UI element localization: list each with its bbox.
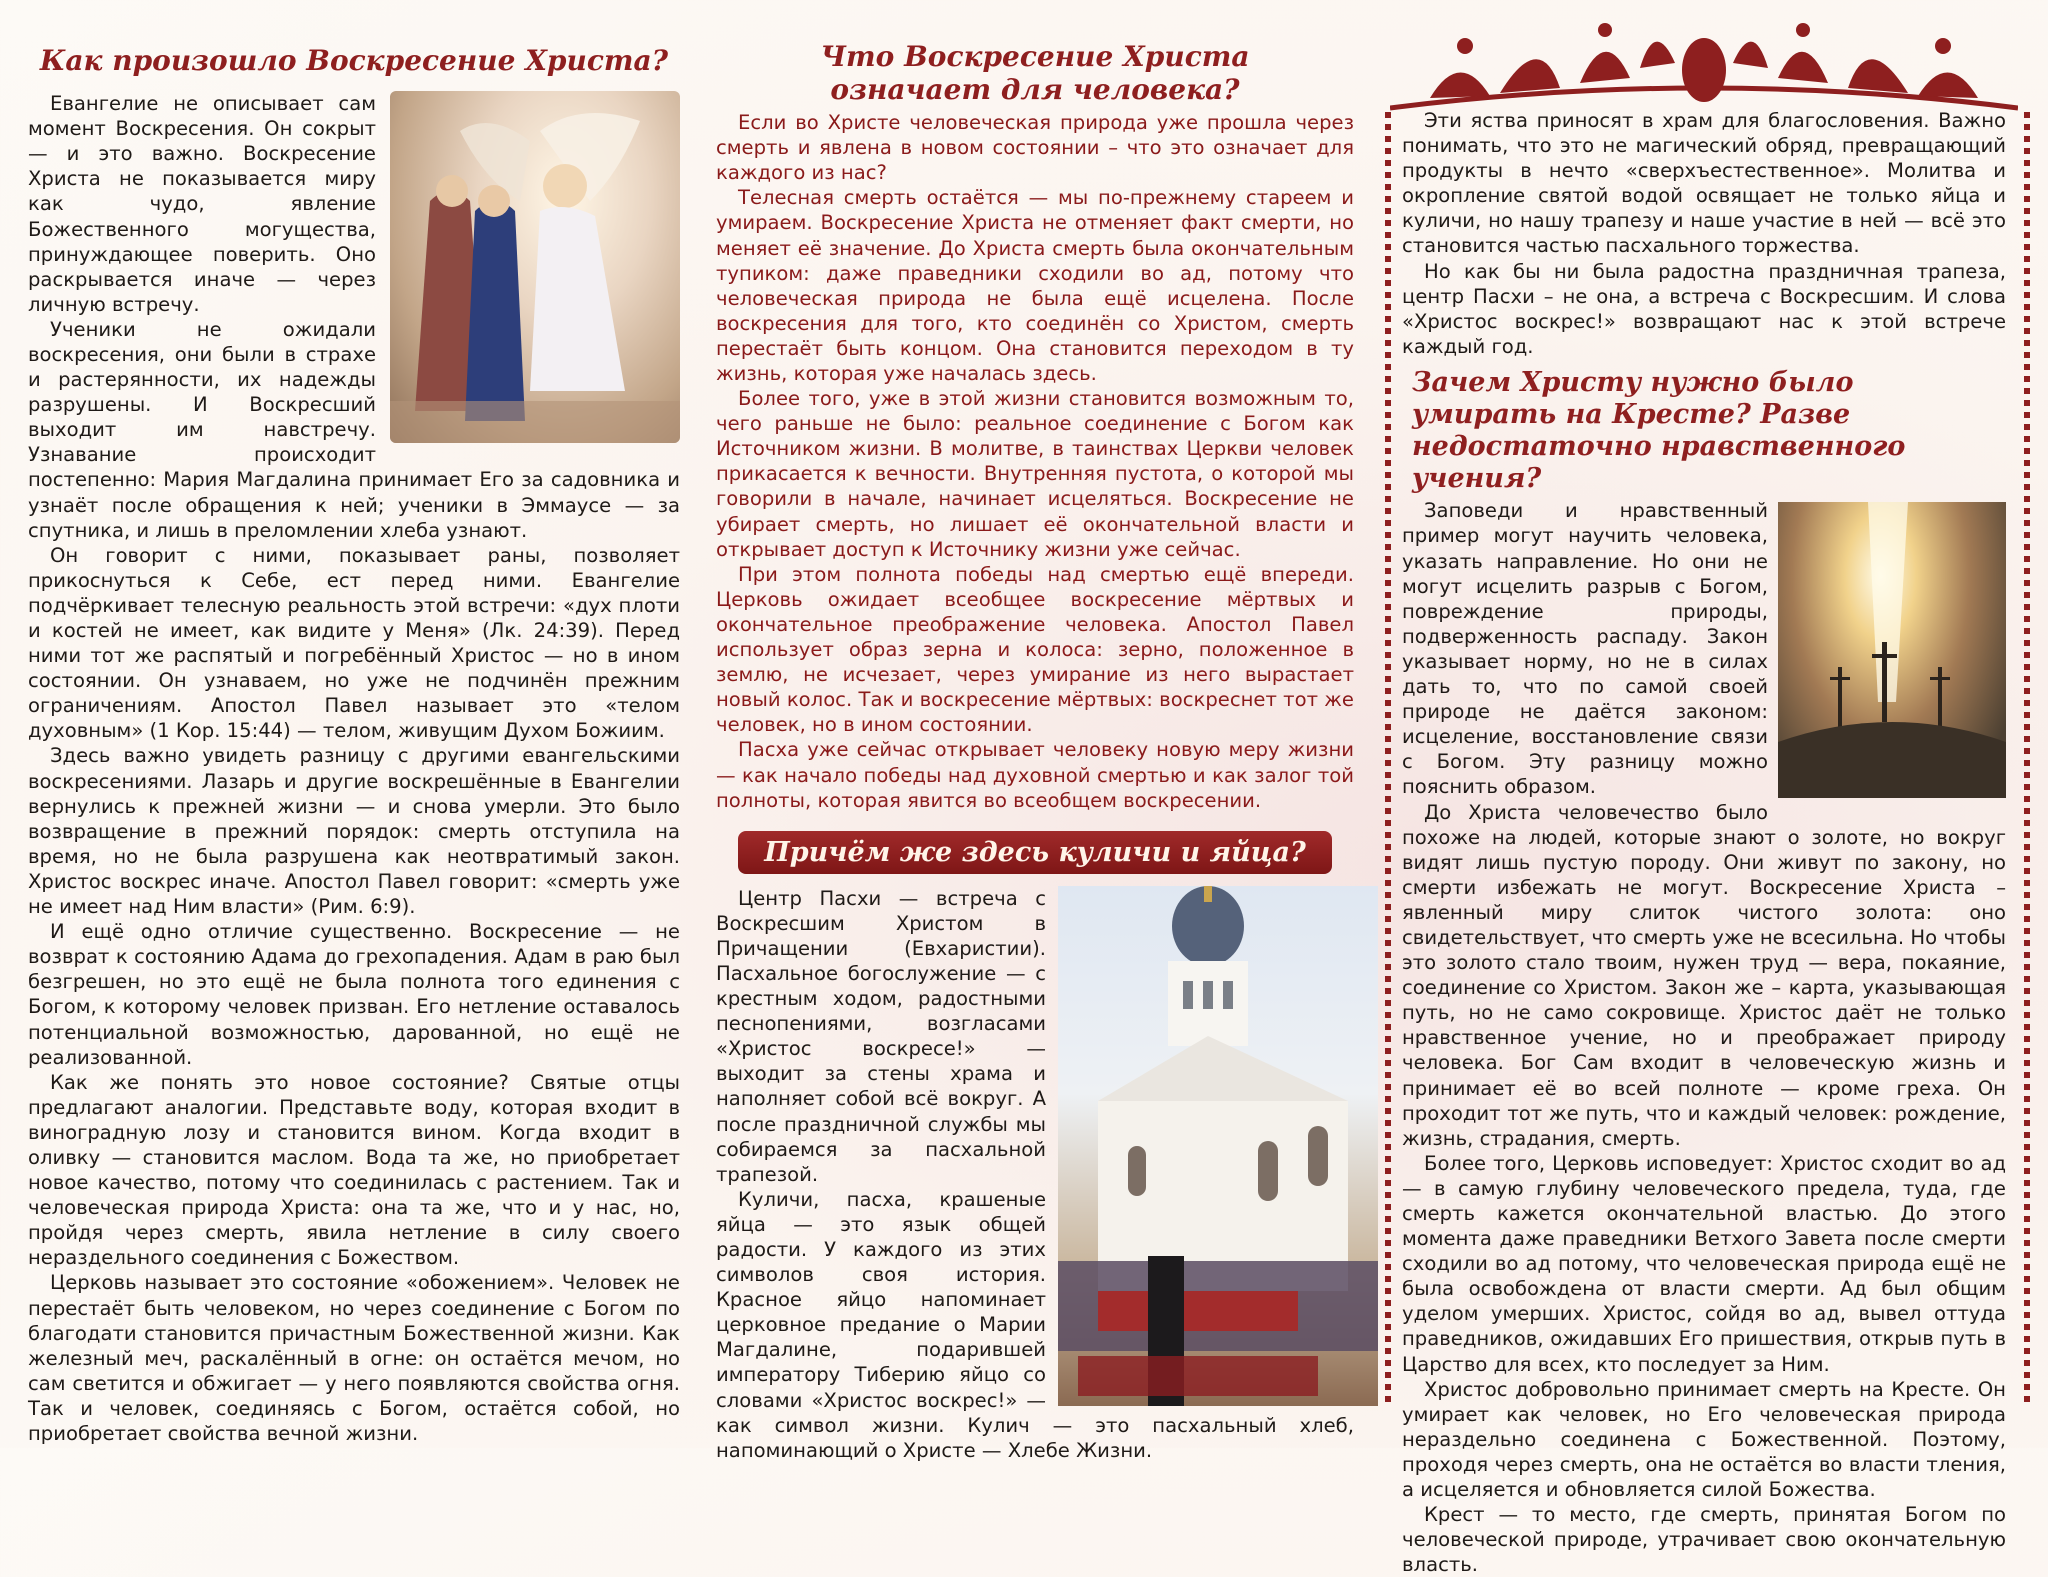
col2-p2: Телесная смерть остаётся — мы по-прежнему стареем и умираем. Воскресение Христа не отменяет факт смерти, но меняет её значение. До Христа смерть была окончательным тупиком: даже праведники сходили во ад, потому что человеческая природа не была ещё исцелена. После воскресения для того, кто соединён со Христом, смерть перестаёт быть концом. Она становится переходом в ту жизнь, которая уже началась здесь. (716, 186, 1354, 385)
col1-p7: Церковь называет это состояние «обожением». Человек не перестаёт быть человеком, но через соединение с Богом по благодати становится причастным Божественной жизни. Как железный меч, раскалённый в огне: он остаётся мечом, но сам светится и обжигает — у него появляются свойства огня. Так и человек, соединяясь с Богом, остаётся собой, но приобретает свойства вечной жизни. (28, 1271, 680, 1445)
col3-text (1402, 498, 2006, 1577)
col2-p6: Центр Пасхи — встреча с Воскресшим Христом в Причащении (Евхаристии). Пасхальное богослужение — с крестным ходом, радостными песнопениями, возгласами «Христос воскресе!» — выходит за стены храма и наполняет собой всё вокруг. А после праздничной службы мы собираемся за пасхальной трапезой. (716, 886, 1046, 1186)
col1-heading: Как произошло Воскресение Христа? (39, 44, 669, 77)
col3-heading: Зачем Христу нужно было умирать на Кресте? Разве недостаточно нравственного учения? (1412, 366, 1906, 494)
col1-p5: И ещё одно отличие существенно. Воскресение — не возврат к состоянию Адама до грехопадения. Адам в раю был безгрешен, но это ещё не была полнота того единения с Богом, к которому человек призван. Его нетление оставалось потенциальной возможностью, дарованной, но ещё не реализованной. (28, 920, 680, 1069)
floral-ornament-icon (1390, 8, 2018, 120)
col2-heading-line2: означает для человека? (830, 73, 1240, 107)
col1-p1: Евангелие не описывает сам момент Воскресения. Он сокрыт — и это важно. Воскресение Христа не показывается миру как чудо, явление Божественного могущества, принуждающее поверить. Оно раскрывается иначе — через личную встречу. (28, 92, 376, 316)
column-3 (1402, 108, 2006, 1577)
col3-right-border (2024, 112, 2030, 1406)
col1-p2: Ученики не ожидали воскресения, они были в страхе и растерянности, их надежды разрушены. И Воскресший выходит им навстречу. Узнавание происходит постепенно: Мария Магдалина принимает Его за садовника и узнаёт после обращения к ней; ученики в Эммаусе — за спутника, и лишь в преломлении хлеба узнают. (28, 317, 680, 542)
angel-at-tomb-icon (390, 91, 680, 443)
col2-p1: Если во Христе человеческая природа уже прошла через смерть и явлена в новом состоянии – что это означает для каждого из нас? (716, 111, 1354, 185)
col3-p4: До Христа человечество было похоже на людей, которые знают о золоте, но вокруг видят лишь пустую породу. Они живут по закону, но смерти избежать не могут. Воскресение Христа – явленный миру слиток чистого золота: оно свидетельствует, что смерть уже не всесильна. Но чтобы это золото стало твоим, нужен труд — вера, покаяние, соединение со Христом. Закон же – карта, указывающая путь, но не само сокровище. Христос даёт не только нравственное учение, но и преображает природу человека. Бог Сам входит в человеческую жизнь и принимает её во всей полноте — кроме греха. Он проходит тот же путь, что и каждый человек: рождение, жизнь, страдания, смерть. (1402, 800, 2006, 1150)
col2-p4: При этом полнота победы над смертью ещё впереди. Церковь ожидает всеобщее воскресение мёртвых и окончательное преображение человека. Апостол Павел использует образ зерна и колоса: зерно, положенное в землю, не исчезает, через умирание из него вырастает новый колос. Так и воскресение мёртвых: воскреснет тот же человек, но в ином состоянии. (716, 562, 1354, 737)
col2-heading (716, 40, 1354, 106)
col2-p7: Куличи, пасха, крашеные яйца — это язык общей радости. У каждого из этих символов своя история. Красное яйцо напоминает церковное предание о Марии Магдалине, подарившей императору Тиберию яйцо со словами «Христос воскрес!» — как символ жизни. Кулич — это пасхальный хлеб, напоминающий о Христе — Хлебе Жизни. (716, 1187, 1354, 1462)
col3-p6: Христос добровольно принимает смерть на Кресте. Он умирает как человек, но Его человеческая природа нераздельно соединена с Божественной. Поэтому, проходя через смерть, она не остаётся во власти тления, а исцеляется и обновляется силой Божества. (1402, 1377, 2006, 1502)
church-image (1058, 886, 1378, 1406)
column-2 (716, 0, 1354, 1463)
col2-banner-wrap (716, 831, 1354, 874)
col2-p3: Более того, уже в этой жизни становится возможным то, чего раньше не было: реальное соединение с Богом как Источником жизни. В молитве, в таинствах Церкви человек прикасается к вечности. Внутренняя пустота, о которой мы говорили в начале, начинает исцеляться. Воскресение не убирает смерть, но лишает её окончательной власти и открывает доступ к Источнику жизни уже сейчас. (716, 387, 1354, 561)
ornament (1390, 8, 2018, 120)
col3-p2: Но как бы ни была радостна праздничная трапеза, центр Пасхи – не она, а встреча с Воскресшим. И слова «Христос воскрес!» возвращают нас к этой встрече каждый год. (1402, 259, 2006, 358)
col2-banner: Причём же здесь куличи и яйца? (738, 831, 1332, 874)
column-1 (28, 0, 680, 1446)
col3-p5: Более того, Церковь исповедует: Христос сходит во ад — в самую глубину человеческого предела, туда, где смерть кажется окончательной властью. До этого момента даже праведники Ветхого Завета после смерти сходили во ад потому, что человеческая природа ещё не была освобождена от власти смерти. Ад был общим уделом умерших. Христос, сойдя во ад, вывел оттуда праведников, ожидавших Его пришествия, открыв путь в Царство для всех, кто последует за Ним. (1402, 1151, 2006, 1376)
col2-heading-line1: Что Воскресение Христа (820, 40, 1250, 73)
col1-text (28, 91, 680, 1446)
col3-p3: Заповеди и нравственный пример могут научить человека, указать направление. Но они не могут исцелить разрыв с Богом, повреждение природы, подверженность распаду. Закон указывает норму, но не в силах дать то, что по самой своей природе не даётся законом: исцеление, восстановление связи с Богом. Эту разницу можно пояснить образом. (1402, 499, 1768, 799)
angel-image (390, 91, 680, 443)
col1-p3: Он говорит с ними, показывает раны, позволяет прикоснуться к Себе, ест перед ними. Евангелие подчёркивает телесную реальность этой встречи: «дух плоти и костей не имеет, как видите у Меня» (Лк. 24:39). Перед ними тот же распятый и погребённый Христос — но в ином состоянии. Он узнаваем, но уже не подчинён прежним ограничениям. Апостол Павел называет это «телом духовным» (1 Кор. 15:44) — телом, живущим Духом Божиим. (28, 543, 680, 743)
col1-p4: Здесь важно увидеть разницу с другими евангельскими воскресениями. Лазарь и другие воскрешённые в Евангелии вернулись к прежней жизни — и снова умерли. Это было возвращение в прежний порядок: смерть отступила на время, но не была разрушена как неотвратимый закон. Христос воскрес иначе. Апостол Павел говорит: «смерть уже не имеет над Ним власти» (Рим. 6:9). (28, 744, 680, 919)
crucifixion-image (1778, 502, 2006, 798)
col2-text (716, 110, 1354, 813)
church-procession-icon (1058, 886, 1378, 1406)
col1-p6: Как же понять это новое состояние? Святые отцы предлагают аналогии. Представьте воду, которая входит в виноградную лозу и становится вином. Когда входит в оливку — становится маслом. Вода та же, но приобретает новое качество, потому что соединилась с растением. Так и человеческая природа Христа: она та же, что и у нас, но, пройдя через смерть, явила нетление в силу своего нераздельного соединения с Божеством. (28, 1070, 680, 1270)
col3-p7: Крест — то место, где смерть, принятая Богом по человеческой природе, утрачивает свою окончательную власть. (1402, 1503, 2006, 1577)
golgotha-light-icon (1778, 502, 2006, 798)
col3-p1: Эти яства приносят в храм для благословения. Важно понимать, что это не магический обряд, превращающий продукты в нечто «сверхъестественное». Молитва и окропление святой водой освящает не только яйца и куличи, но нашу трапезу и наше участие в ней — всё это становится частью пасхального торжества. (1402, 109, 2006, 258)
col2-p5: Пасха уже сейчас открывает человеку новую меру жизни — как начало победы над духовной смертью и как залог той полноты, которая явится во всеобщем воскресении. (716, 738, 1354, 812)
col2-lower-text (716, 886, 1354, 1463)
col3-text-top (1402, 108, 2006, 359)
col3-left-border (1385, 112, 1391, 1406)
